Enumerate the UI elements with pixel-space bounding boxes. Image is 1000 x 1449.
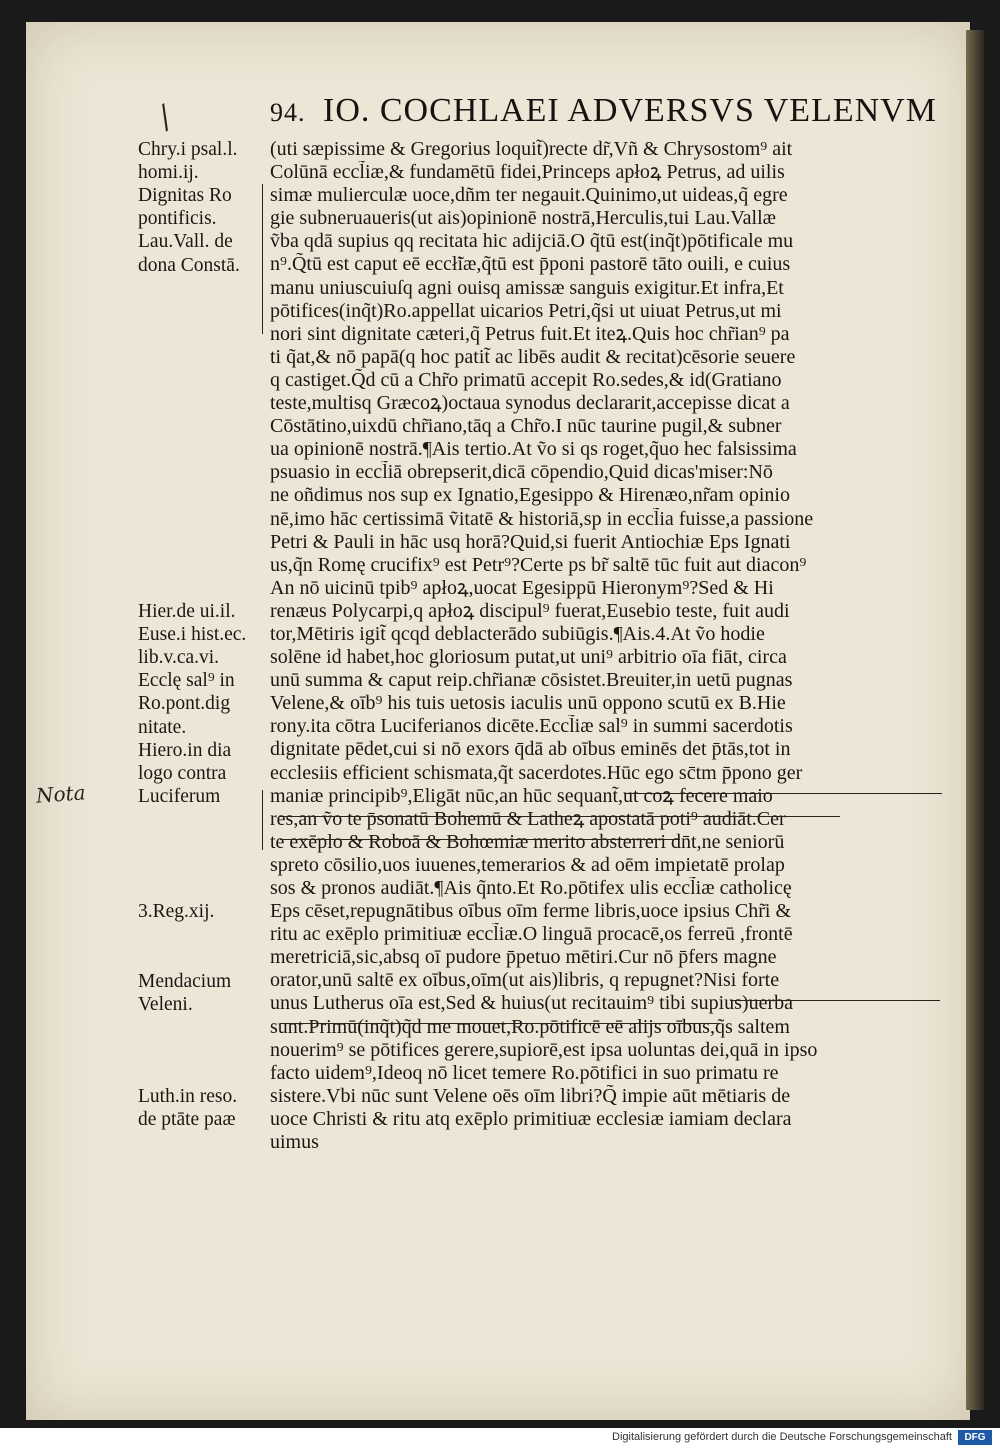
text-line: ritu ac exēplo primitiuæ eccl̃iæ.O linguā procacē,os ferreū ,frontē	[270, 923, 793, 946]
marginal-note: de ptāte paæ	[138, 1109, 236, 1131]
footer-bar	[0, 1428, 1000, 1449]
text-line: Cōstātino,uixdū chr̃iano,tāq a Chr̃o.I nūc taurine pugil,& subner	[270, 415, 782, 438]
text-line: Eps cēset,repugnātibus oībus oīm ferme libris,uoce ipsius Chr̃i &	[270, 900, 792, 923]
text-line: spreto cōsilio,uos iuuenes,temerarios & ad oēm impietatē prolap	[270, 853, 785, 876]
text-line: sos & pronos audiāt.¶Ais q̃nto.Et Ro.pōtifex ulis eccl̃iæ catholicę	[270, 877, 792, 899]
text-line: nori sint dignitate cæteri,q̃ Petrus fuit.Et iteꝝ.Quis hoc chr̃ian⁹ pa	[270, 322, 790, 345]
marginal-note: logo contra	[138, 762, 227, 784]
marginal-note: homi.ij.	[138, 162, 199, 184]
footer-credit: Digitalisierung gefördert durch die Deutsche Forschungsgemeinschaft	[612, 1431, 952, 1443]
marginal-note: Euse.i hist.ec.	[138, 624, 247, 646]
marginal-note: Lau.Vall. de	[138, 231, 233, 253]
marginal-note: dona Constā.	[138, 254, 240, 276]
ink-underline	[280, 816, 840, 817]
text-line: ne oñdimus nos sup ex Ignatio,Egesippo & Hirenæo,nr̃am opinio	[270, 484, 790, 507]
text-line: (uti sæpissime & Gregorius loquit̃)recte dr̃,Vñ & Chrysostom⁹ ait	[270, 138, 793, 160]
text-line: orator,unū saltē ex oībus,oīm(ut ais)libris, q repugnet?Nisi forte	[270, 969, 780, 992]
marginal-note: Chry.i psal.l.	[138, 139, 238, 160]
page-edge	[966, 30, 984, 1410]
marginal-note: Dignitas Ro	[138, 185, 232, 207]
marginal-note: Ecclę sal⁹ in	[138, 670, 235, 692]
text-line: maniæ principib⁹,Eligāt nūc,an hūc sequant̃,ut coꝝ fecere maio	[270, 784, 773, 807]
margin-bracket	[262, 184, 269, 334]
text-line: sistere.Vbi nūc sunt Velene oēs oīm libri?Q̃ impie aūt mētiaris de	[270, 1084, 791, 1107]
dfg-logo: DFG	[958, 1430, 992, 1445]
marginal-note: Luciferum	[138, 785, 221, 807]
marginal-note: 3.Reg.xij.	[138, 901, 215, 923]
text-line: pōtifices(inq̃t)Ro.appellat uicarios Petri,q̃si ut uiuat Petrus,ut mi	[270, 299, 782, 322]
text-line: unus Lutherus oīa est,Sed & huius(ut recitauim⁹ tibi supius)uerba	[270, 992, 793, 1015]
marginal-note: Luth.in reso.	[138, 1086, 238, 1108]
text-line: tor,Mētiris igit̃ qcqd deblacterādo subiūgis.¶Ais.4.At ṽo hodie	[270, 622, 765, 645]
text-line: us,q̃n Romę crucifix⁹ est Petr⁹?Certe ps br̃ saltē tūc fuit aut diacon⁹	[270, 553, 807, 576]
text-line: n⁹.Q̃tū est caput eē eccł̃iæ,q̃tū est p̄poni pastorē tāto ouili, e cuius	[270, 253, 791, 276]
text-line: uoce Christi & ritu atq exēplo primitiuæ ecclesiæ iamiam declara	[270, 1107, 792, 1130]
text-line: teste,multisq Græcoꝝ)octaua synodus declararit,accepisse dicat a	[270, 392, 790, 415]
text-line: uimus	[270, 1131, 319, 1154]
running-title: IO. COCHLAEI ADVERSVS VELENVM	[323, 92, 937, 129]
text-line: solēne id habet,hoc gloriosum putat,ut uni⁹ arbitrio oīa fiāt, circa	[270, 646, 787, 669]
ink-underline	[730, 1000, 940, 1001]
text-line: res,an ṽo te p̄sonatū Bohemū & Latheꝝ apostatā poti⁹ audiāt.Cer	[270, 807, 786, 830]
text-line: ṽba qdā supius qq recitata hic adijciā.O q̃tū est(inq̃t)pōtificale mu	[270, 230, 794, 253]
running-header	[270, 92, 950, 138]
text-line: te exēplo & Roboā & Bohœmiæ merito absterreri dn̄t,ne seniorū	[270, 830, 785, 853]
marginal-note: nitate.	[138, 716, 187, 738]
main-text-block	[270, 138, 946, 1154]
ink-underline	[280, 839, 680, 840]
marginal-note: Hiero.in dia	[138, 739, 232, 761]
marginal-note: Veleni.	[138, 993, 193, 1015]
handwritten-nota: Nota	[35, 780, 87, 808]
text-line: rony.ita cōtra Luciferianos dicēte.Eccl̃iæ sal⁹ in summi sacerdotis	[270, 715, 793, 738]
folio-number: 94.	[270, 98, 306, 127]
pen-stroke-mark: /	[150, 100, 180, 135]
text-line: facto uidem⁹,Ideoq nō licet temere Ro.pōtifici in suo primatu re	[270, 1061, 779, 1084]
text-line: simæ mulierculæ uoce,dñm ter negauit.Quinimo,ut uideas,q̃ egre	[270, 184, 788, 207]
text-line: nouerim⁹ se pōtifices gerere,supiorē,est ipsa uoluntas dei,quā in ipso	[270, 1038, 818, 1061]
text-line: nē,imo hāc certissimā ṽitatē & historiā,sp in eccl̃ia fuisse,a passione	[270, 507, 814, 530]
marginal-note: lib.v.ca.vi.	[138, 647, 220, 669]
text-line: ua opinionē nostrā.¶Ais tertio.At ṽo si qs roget,q̃uo hec falsissima	[270, 438, 797, 461]
text-line: sunt.Primū(inq̃t)q̃d me mouet,Ro.pōtificē eē alijs oībus,q̃s saltem	[270, 1015, 790, 1038]
text-line: manu uniuscuiuſq agni ouisq amissæ sanguis exigitur.Et infra,Et	[270, 276, 784, 299]
ink-underline	[624, 793, 942, 794]
text-line: ecclesiis efficient schismata,q̃t sacerdotes.Hūc ego sc̄tm p̄pono ger	[270, 761, 803, 784]
text-line: renæus Polycarpi,q apłoꝝ discipul⁹ fuerat,Eusebio teste, fuit audi	[270, 599, 790, 622]
marginal-note: Mendacium	[138, 970, 232, 992]
text-line: gie subneruaueris(ut ais)opinionē nostrā,Herculis,tui Lau.Vallæ	[270, 207, 776, 230]
ink-underline	[280, 1023, 720, 1024]
text-line: Velene,& oīb⁹ his tuis uetosis iaculis unū oppono scutū ex B.Hie	[270, 692, 786, 715]
text-line: An nō uicinū tpib⁹ apłoꝝ,uocat Egesippū Hieronym⁹?Sed & Hi	[270, 576, 774, 599]
text-line: dignitate pēdet,cui si nō exors q̄dā ab oībus eminēs det p̄tās,tot in	[270, 738, 791, 761]
margin-bracket	[262, 790, 269, 850]
marginal-note: Hier.de ui.il.	[138, 601, 236, 622]
marginal-note: pontificis.	[138, 208, 217, 230]
text-line: Petri & Pauli in hāc usq horā?Quid,si fuerit Antiochiæ Eps Ignati	[270, 530, 791, 553]
text-line: meretriciā,sic,absq oī pudore p̄petuo mētiri.Cur nō p̄fers magne	[270, 946, 777, 969]
text-line: psuasio in eccl̃iā obrepserit,dicā cōpendio,Quid dicas'miser:Nō	[270, 461, 773, 484]
text-line: Colūnā eccl̃iæ,& fundamētū fidei,Princeps apłoꝝ Petrus, ad uilis	[270, 161, 785, 184]
text-line: ti q̃at,& nō papā(q hoc patit̃ ac libēs audit & recitat)cēsorie seuere	[270, 345, 796, 368]
text-line: unū summa & caput reip.chr̃ianæ cōsistet.Breuiter,in uetū pugnas	[270, 669, 793, 692]
marginal-note: Ro.pont.dig	[138, 693, 231, 715]
text-line: q castiget.Q̃d cū a Chr̃o primatū accepit Ro.sedes,& id(Gratiano	[270, 368, 782, 391]
